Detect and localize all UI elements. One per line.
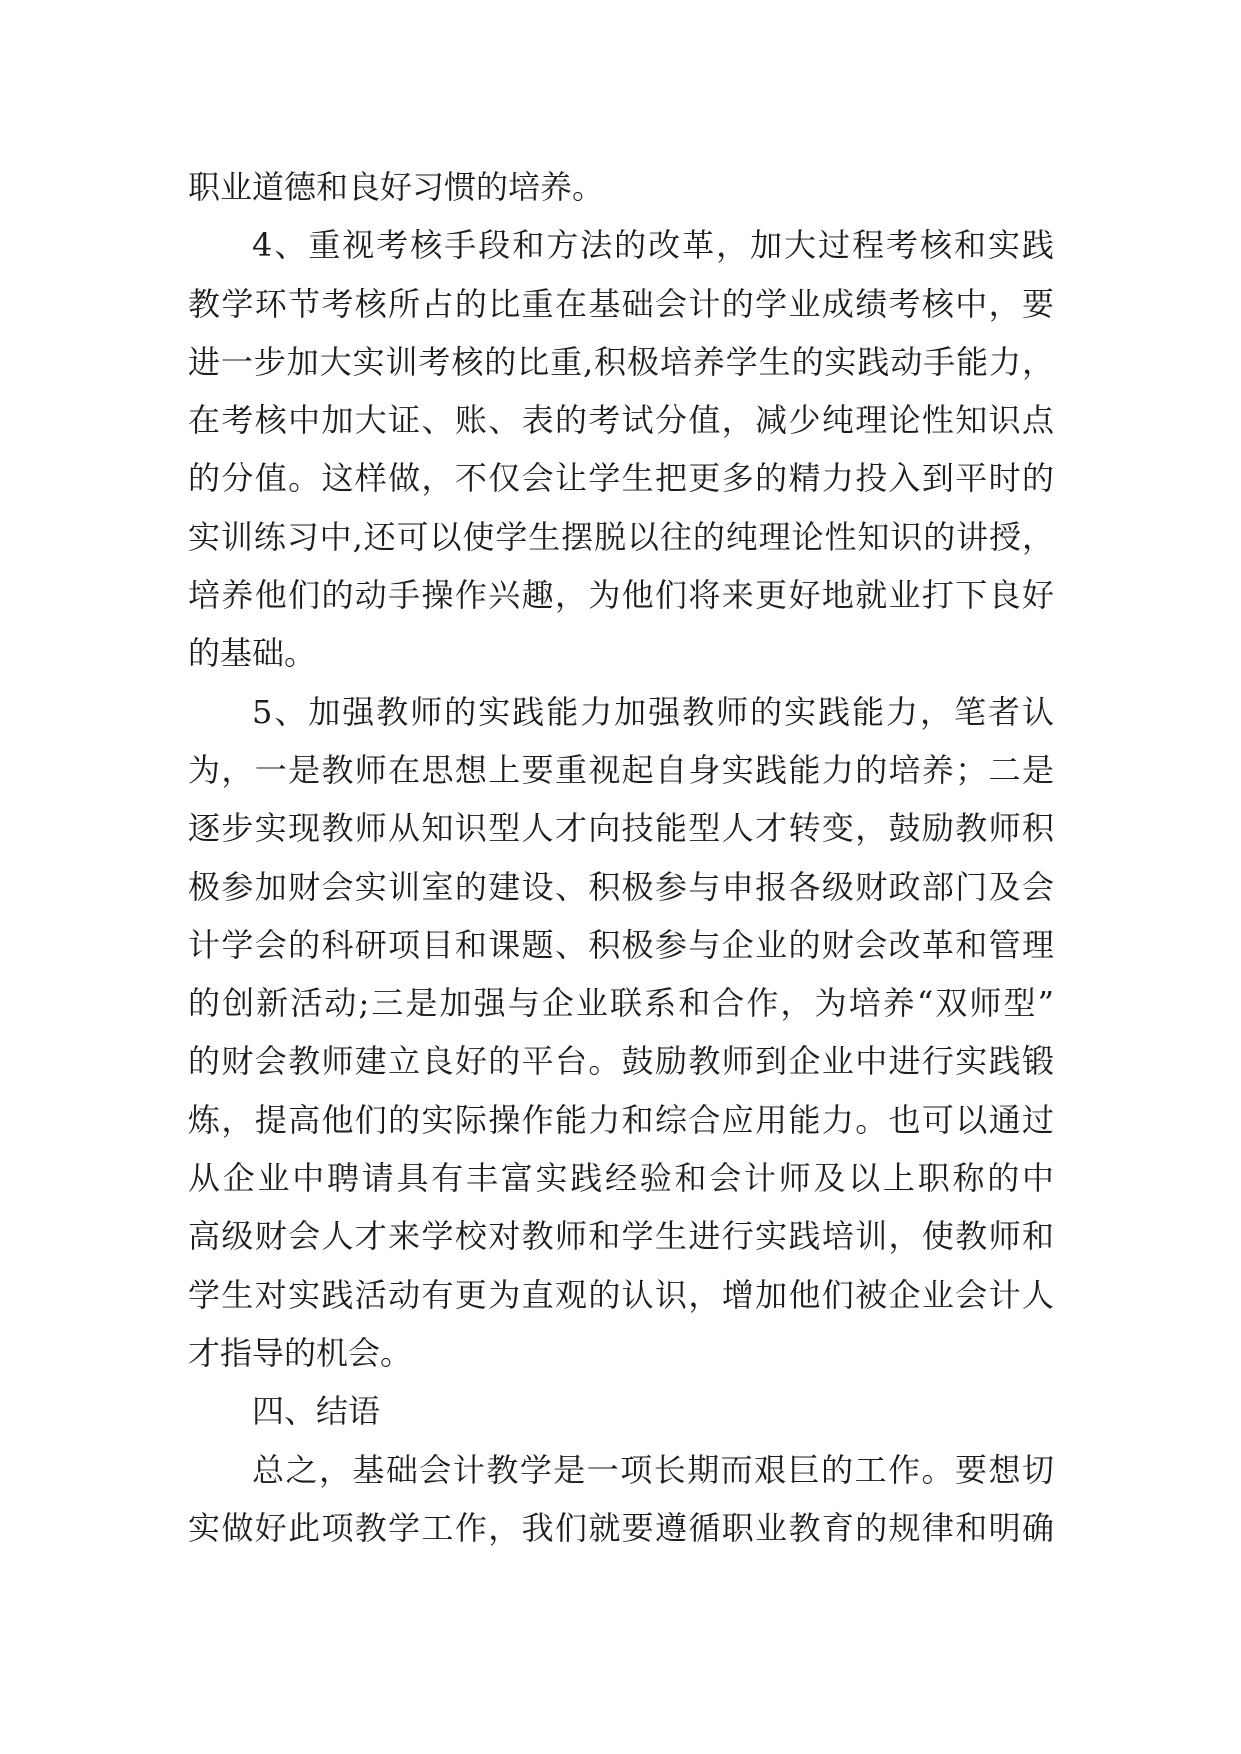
- text-line: 教学环节考核所占的比重在基础会计的学业成绩考核中，要: [188, 284, 1054, 323]
- text-line: 逐步实现教师从知识型人才向技能型人才转变，鼓励教师积: [188, 809, 1054, 848]
- text-line: 培养他们的动手操作兴趣，为他们将来更好地就业打下良好: [188, 576, 1054, 615]
- text-line: 才指导的机会。: [188, 1333, 413, 1372]
- text-line: 4、重视考核手段和方法的改革，加大过程考核和实践: [252, 226, 1054, 265]
- text-line: 计学会的科研项目和课题、积极参与企业的财会改革和管理: [188, 925, 1054, 964]
- text-line: 为，一是教师在思想上要重视起自身实践能力的培养；二是: [188, 750, 1054, 789]
- body-text: [188, 158, 1054, 1557]
- text-line: 的基础。: [188, 634, 317, 673]
- text-line: 高级财会人才来学校对教师和学生进行实践培训，使教师和: [188, 1217, 1054, 1256]
- text-line: 总之，基础会计教学是一项长期而艰巨的工作。要想切: [252, 1450, 1054, 1489]
- text-line: 四、结语: [252, 1392, 381, 1431]
- text-line: 职业道德和良好习惯的培养。: [188, 168, 605, 206]
- text-line: 的创新活动;三是加强与企业联系和合作，为培养“双师型”: [188, 984, 1054, 1023]
- text-line: 5、加强教师的实践能力加强教师的实践能力，笔者认: [252, 692, 1054, 731]
- text-line: 的分值。这样做，不仅会让学生把更多的精力投入到平时的: [188, 459, 1054, 498]
- text-line: 学生对实践活动有更为直观的认识，增加他们被企业会计人: [188, 1275, 1054, 1314]
- text-line: 的财会教师建立良好的平台。鼓励教师到企业中进行实践锻: [188, 1042, 1054, 1081]
- text-line: 从企业中聘请具有丰富实践经验和会计师及以上职称的中: [188, 1159, 1054, 1198]
- text-line: 在考核中加大证、账、表的考试分值，减少纯理论性知识点: [188, 401, 1054, 440]
- text-line: 实做好此项教学工作，我们就要遵循职业教育的规律和明确: [188, 1508, 1054, 1547]
- text-line: 炼，提高他们的实际操作能力和综合应用能力。也可以通过: [188, 1100, 1054, 1139]
- text-line: 极参加财会实训室的建设、积极参与申报各级财政部门及会: [188, 867, 1054, 906]
- text-line: 实训练习中,还可以使学生摆脱以往的纯理论性知识的讲授，: [188, 517, 1054, 556]
- text-line: 进一步加大实训考核的比重,积极培养学生的实践动手能力，: [188, 342, 1054, 381]
